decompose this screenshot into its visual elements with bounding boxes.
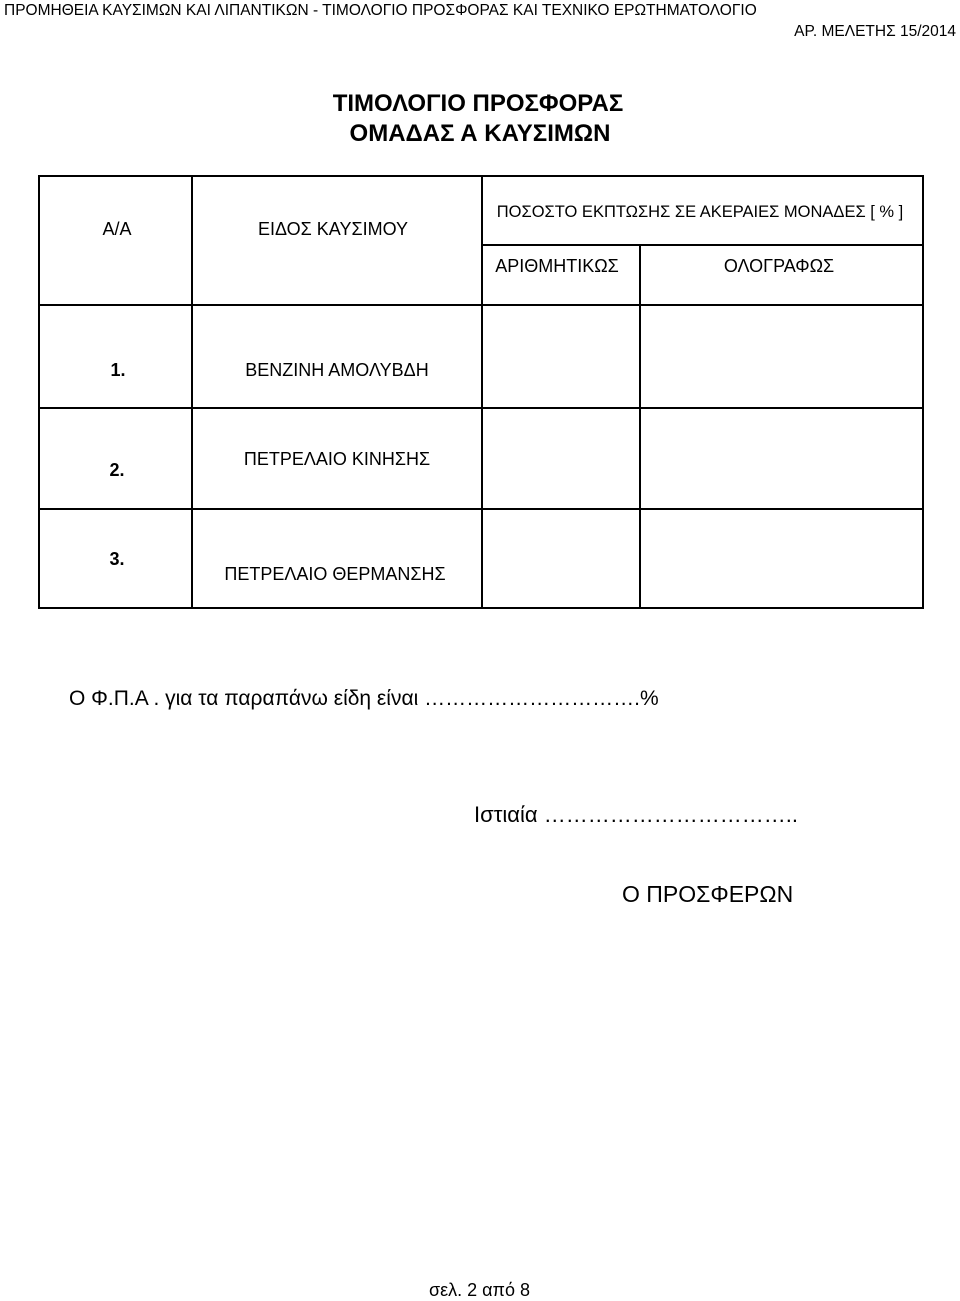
table-col-divider-3 — [639, 244, 641, 609]
table-col-divider-1 — [191, 175, 193, 609]
table-header-divider — [481, 244, 924, 246]
offerer-signature-label: Ο ΠΡΟΣΦΕΡΩΝ — [622, 881, 794, 907]
row-2-item: ΠΕΤΡΕΛΑΙΟ ΚΙΝΗΣΗΣ — [243, 449, 431, 469]
header-study-number: ΑΡ. ΜΕΛΕΤΗΣ 15/2014 — [794, 23, 956, 40]
table-col-divider-2 — [481, 175, 483, 609]
page-header — [0, 0, 960, 48]
table-border-right — [922, 175, 924, 609]
page-number: σελ. 2 από 8 — [429, 1280, 530, 1300]
page-subtitle: ΟΜΑΔΑΣ Α ΚΑΥΣΙΜΩΝ — [349, 120, 611, 147]
header-numeric: ΑΡΙΘΜΗΤΙΚΩΣ — [495, 256, 619, 276]
row-3-number: 3. — [109, 549, 125, 569]
header-fuel-type: ΕΙΔΟΣ ΚΑΥΣΙΜΟΥ — [257, 219, 409, 239]
header-written: ΟΛΟΓΡΑΦΩΣ — [723, 256, 835, 276]
table-border-left — [38, 175, 40, 609]
row-1-number: 1. — [110, 360, 126, 380]
header-aa: Α/Α — [102, 219, 132, 239]
vat-statement: Ο Φ.Π.Α . για τα παραπάνω είδη είναι ………………………….% — [69, 687, 659, 710]
header-discount-percentage: ΠΟΣΟΣΤΟ ΕΚΠΤΩΣΗΣ ΣΕ ΑΚΕΡΑΙΕΣ ΜΟΝΑΔΕΣ [ % ] — [496, 203, 904, 221]
row-1-item: ΒΕΝΖΙΝΗ ΑΜΟΛΥΒΔΗ — [245, 360, 429, 380]
page-title: ΤΙΜΟΛΟΓΙΟ ΠΡΟΣΦΟΡΑΣ — [332, 90, 624, 117]
place-date-line: Ιστιαία …………………………….. — [474, 802, 798, 827]
row-2-number: 2. — [109, 460, 125, 480]
header-document-title: ΠΡΟΜΗΘΕΙΑ ΚΑΥΣΙΜΩΝ ΚΑΙ ΛΙΠΑΝΤΙΚΩΝ - ΤΙΜΟΛΟΓΙΟ ΠΡΟΣΦΟΡΑΣ ΚΑΙ ΤΕΧΝΙΚΟ ΕΡΩΤΗΜΑΤΟΛΟΓΙΟ — [4, 2, 757, 19]
row-3-item: ΠΕΤΡΕΛΑΙΟ ΘΕΡΜΑΝΣΗΣ — [224, 564, 446, 584]
